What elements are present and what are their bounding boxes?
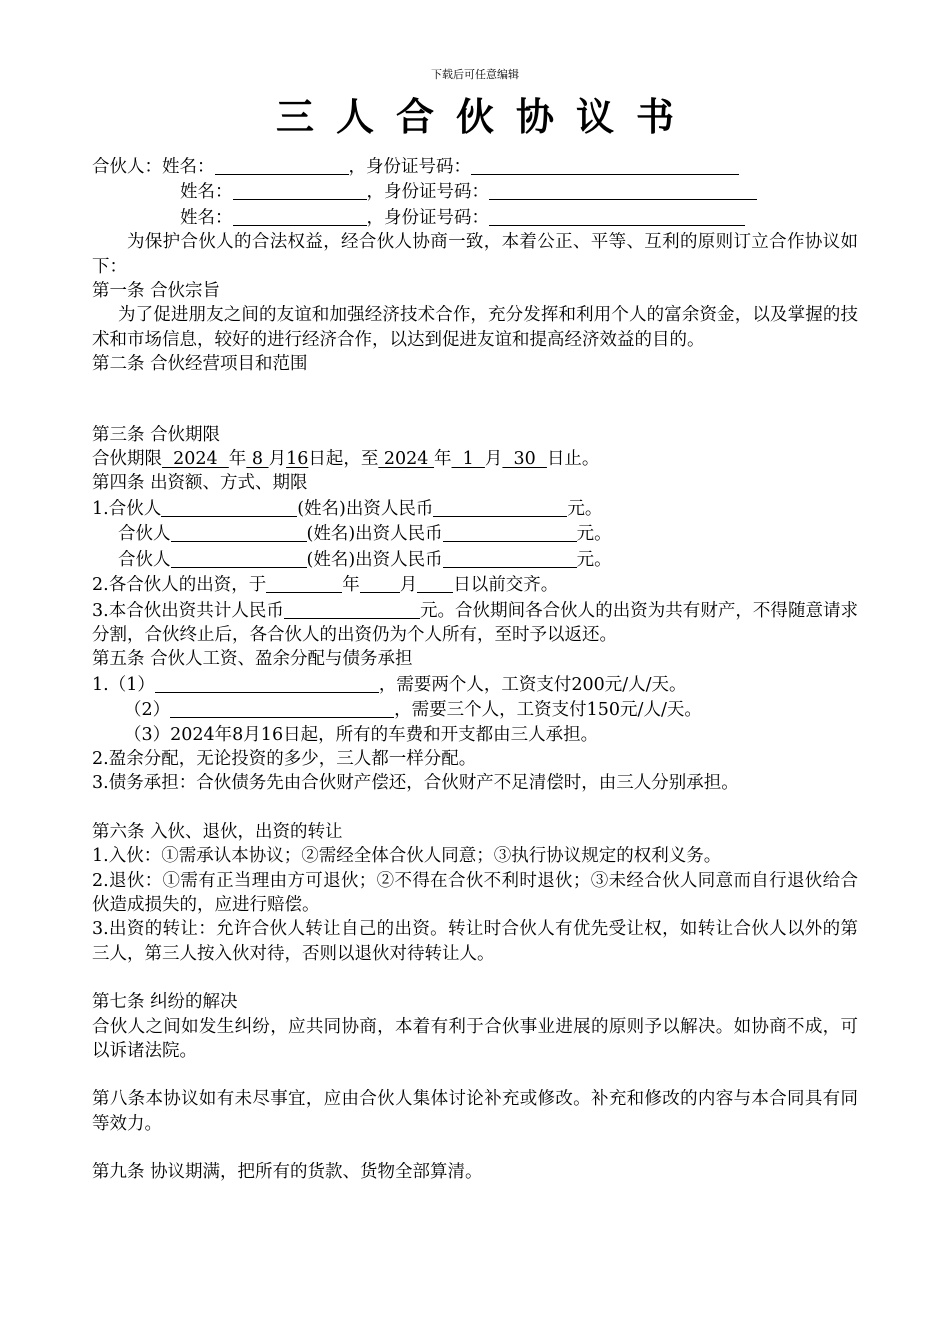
name-blank[interactable] [233,179,367,200]
article-9-text: 第九条 协议期满，把所有的货款、货物全部算清。 [92,1162,483,1183]
id-blank[interactable] [489,179,757,200]
document-title: 三人合伙协议书 [275,94,696,139]
name-blank[interactable] [215,154,349,175]
spacer [92,1063,858,1087]
spacer [92,966,858,990]
term-line: 合伙期限 2024 年 8 月16日起，至 2024 年 1 月 30 日止。 [92,449,600,470]
spacer [92,377,858,401]
year-blank[interactable] [266,572,342,593]
transfer-clause: 3.出资的转让：允许合伙人转让自己的出资。转让时合伙人有优先受让权，如转让合伙人以外的第三人，第三人按入伙对待，否则以退伙对待转让人。 [92,919,858,964]
partner-line-2: 姓名： ，身份证号码： [92,179,858,204]
contribution-deadline: 2.各合伙人的出资，于 年 月 日以前交齐。 [92,572,858,597]
article-2-heading: 第二条 合伙经营项目和范围 [92,354,308,375]
partner-name-blank[interactable] [171,547,307,568]
id-blank[interactable] [489,205,745,226]
contribution-line-3: 合伙人 (姓名)出资人民币 元。 [92,547,858,572]
name-blank[interactable] [233,205,367,226]
debt-bearing: 3.债务承担：合伙债务先由合伙财产偿还，合伙财产不足清偿时，由三人分别承担。 [92,773,739,794]
start-month[interactable]: 8 [246,449,269,470]
spacer [92,796,858,820]
article-6-heading: 第六条 入伙、退伙，出资的转让 [92,821,343,842]
article-8-text: 第八条本协议如有未尽事宜，应由合伙人集体讨论补充或修改。补充和修改的内容与本合同具有同等效力。 [92,1089,858,1134]
day-blank[interactable] [417,572,453,593]
article-7-text: 合伙人之间如发生纠纷，应共同协商，本着有利于合伙事业进展的原则予以解决。如协商不成，可以诉诸法院。 [92,1016,858,1061]
header-note: 下载后可任意编辑 [431,68,519,81]
article-3-heading: 第三条 合伙期限 [92,424,221,445]
end-day[interactable]: 30 [502,449,547,470]
spacer [92,401,858,423]
withdrawal-clause: 2.退伙：①需有正当理由方可退伙；②不得在合伙不利时退伙；③未经合伙人同意而自行退伙给合伙造成损失的，应进行赔偿。 [92,870,858,915]
amount-blank[interactable] [443,521,577,542]
start-year[interactable]: 2024 [162,449,229,470]
partner-line-3: 姓名： ，身份证号码： [92,205,858,230]
role-blank[interactable] [170,697,394,718]
amount-blank[interactable] [443,547,577,568]
amount-blank[interactable] [433,496,567,517]
contribution-total: 3.本合伙出资共计人民币 元。合伙期间各合伙人的出资为共有财产，不得随意请求分割，合伙终止后，各合伙人的出资仍为个人所有，至时予以返还。 [92,598,858,648]
month-blank[interactable] [360,572,400,593]
contribution-line-2: 合伙人 (姓名)出资人民币 元。 [92,521,858,546]
wage-line-2: （2） ，需要三个人，工资支付150元/人/天。 [92,697,858,722]
profit-distribution: 2.盈余分配，无论投资的多少，三人都一样分配。 [92,748,477,769]
joining-clause: 1.入伙：①需承认本协议；②需经全体合伙人同意；③执行协议规定的权利义务。 [92,846,722,867]
id-blank[interactable] [471,154,739,175]
partner-name-blank[interactable] [171,521,307,542]
end-month[interactable]: 1 [451,449,485,470]
intro-paragraph: 为保护合伙人的合法权益，经合伙人协商一致，本着公正、平等、互利的原则订立合作协议如下： [92,232,858,277]
article-1-heading: 第一条 合伙宗旨 [92,281,221,302]
document-body [92,154,858,1185]
spacer [92,1136,858,1160]
expense-line: （3）2024年8月16日起，所有的车费和开支都由三人承担。 [124,724,599,745]
contribution-line-1: 1.合伙人 (姓名)出资人民币 元。 [92,496,858,521]
article-7-heading: 第七条 纠纷的解决 [92,992,238,1013]
partner-line-1: 合伙人：姓名： ，身份证号码： [92,154,858,179]
start-day[interactable]: 16 [286,449,309,470]
total-amount-blank[interactable] [284,598,420,619]
article-5-heading: 第五条 合伙人工资、盈余分配与债务承担 [92,649,413,670]
partner-name-blank[interactable] [161,496,297,517]
wage-line-1: 1.（1） ，需要两个人，工资支付200元/人/天。 [92,672,858,697]
article-4-heading: 第四条 出资额、方式、期限 [92,473,308,494]
article-1-text: 为了促进朋友之间的友谊和加强经济技术合作，充分发挥和利用个人的富余资金，以及掌握的技术和市场信息，较好的进行经济合作，以达到促进友谊和提高经济效益的目的。 [92,305,858,350]
role-blank[interactable] [155,672,379,693]
end-year[interactable]: 2024 [378,449,435,470]
